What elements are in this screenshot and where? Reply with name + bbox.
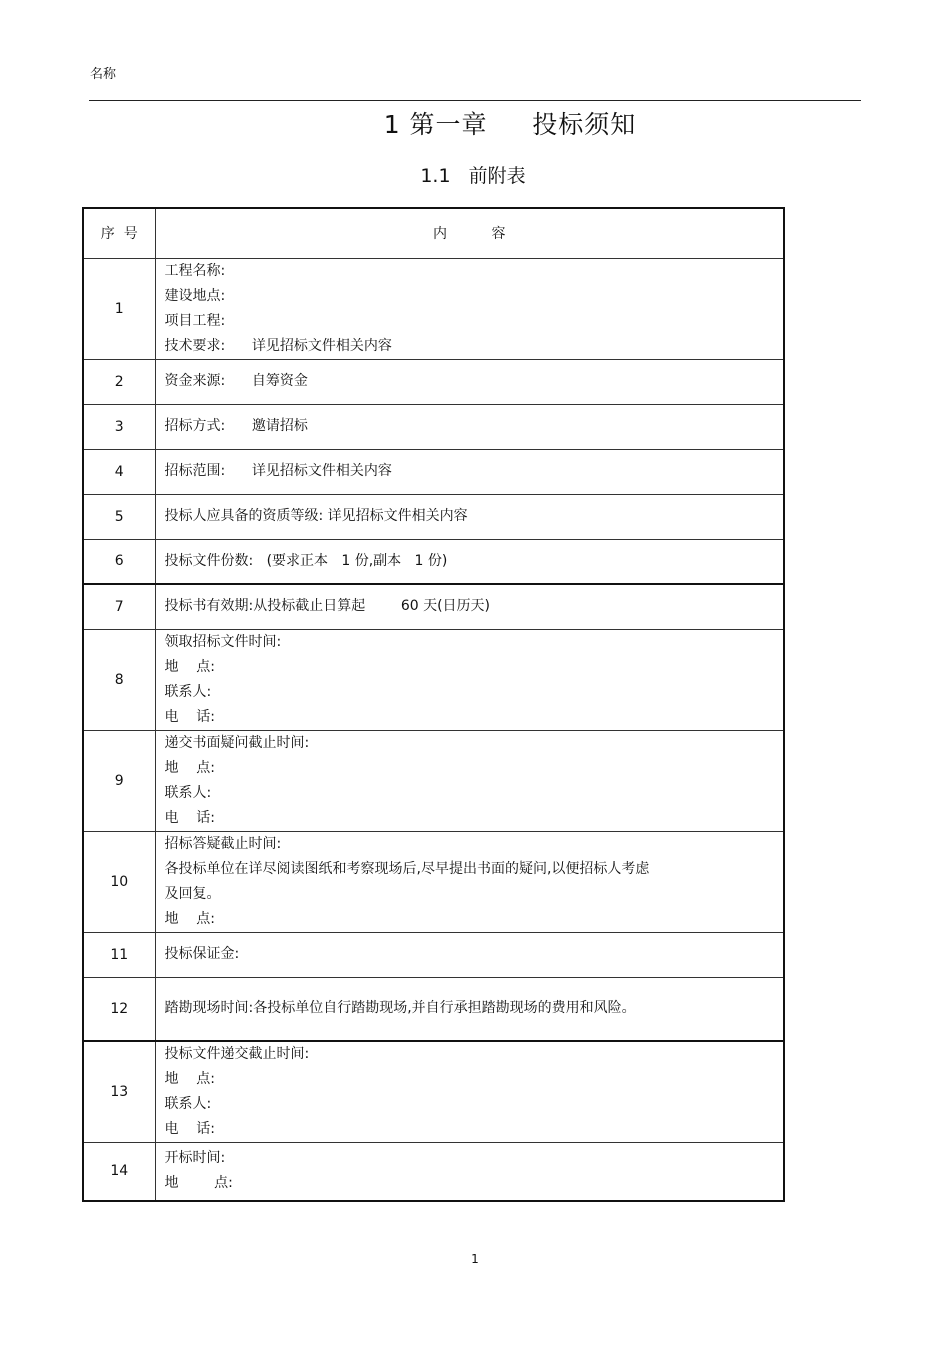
row-line: 地 点:: [164, 1175, 233, 1192]
table-row: [83, 584, 784, 629]
section-title: 1.1 前附表: [420, 165, 526, 187]
row-content: [155, 629, 784, 730]
table-row: [83, 977, 784, 1041]
row-number: 7: [83, 584, 155, 629]
row-line: 联系人:: [164, 683, 212, 700]
row-line: 建设地点:: [164, 287, 226, 304]
row-content: [155, 1041, 784, 1143]
row-line: 投标书有效期:从投标截止日算起 60 天(日历天): [164, 598, 491, 615]
row-line: 招标答疑截止时间:: [164, 835, 282, 852]
table-row: [83, 359, 784, 404]
header-cell-content: 内 容: [155, 208, 784, 258]
row-content: [155, 258, 784, 359]
row-line: 电 话:: [164, 1121, 216, 1137]
row-content: [155, 932, 784, 977]
row-line: 地 点:: [164, 1071, 216, 1087]
table-row: [83, 449, 784, 494]
table-row: [83, 730, 784, 831]
row-line: 资金来源: 自筹资金: [164, 373, 308, 389]
row-number: 8: [83, 629, 155, 730]
table-row: [83, 1143, 784, 1201]
row-line: 各投标单位在详尽阅读图纸和考察现场后,尽早提出书面的疑问,以便招标人考虑: [164, 860, 650, 877]
row-content: [155, 831, 784, 932]
row-line: 电 话:: [164, 708, 216, 725]
row-line: 递交书面疑问截止时间:: [164, 734, 310, 751]
row-content: [155, 977, 784, 1041]
row-line: 招标范围: 详见招标文件相关内容: [164, 463, 392, 479]
table-row: [83, 404, 784, 449]
row-content: [155, 404, 784, 449]
table-row: [83, 932, 784, 977]
row-line: 地 点:: [164, 658, 216, 675]
row-line: 联系人:: [164, 1096, 212, 1112]
row-number: 11: [83, 932, 155, 977]
row-content: [155, 539, 784, 584]
row-number: 13: [83, 1041, 155, 1143]
row-content: [155, 359, 784, 404]
row-number: 14: [83, 1143, 155, 1201]
row-number: 3: [83, 404, 155, 449]
row-line: 及回复。: [164, 885, 221, 902]
row-number: 2: [83, 359, 155, 404]
table-row: [83, 258, 784, 359]
row-line: 投标文件份数: (要求正本 1 份,副本 1 份): [164, 552, 448, 569]
row-number: 9: [83, 730, 155, 831]
row-content: [155, 584, 784, 629]
header-cell-no: 序 号: [83, 208, 155, 258]
table-row: [83, 629, 784, 730]
header-document-name: 名称: [90, 67, 117, 82]
row-line: 项目工程:: [164, 312, 226, 329]
table-row: [83, 494, 784, 539]
row-number: 5: [83, 494, 155, 539]
table-header-row: [83, 208, 784, 258]
row-number: 1: [83, 258, 155, 359]
row-number: 4: [83, 449, 155, 494]
row-line: 联系人:: [164, 784, 212, 801]
row-line: 地 点:: [164, 759, 216, 776]
table-row: [83, 831, 784, 932]
table-row: [83, 1041, 784, 1143]
row-content: [155, 1143, 784, 1201]
row-content: [155, 494, 784, 539]
row-line: 技术要求: 详见招标文件相关内容: [164, 337, 392, 354]
row-line: 领取招标文件时间:: [164, 633, 282, 650]
row-number: 6: [83, 539, 155, 584]
row-number: 12: [83, 977, 155, 1041]
row-line: 投标人应具备的资质等级: 详见招标文件相关内容: [164, 508, 468, 524]
row-line: 开标时间:: [164, 1150, 226, 1167]
header-rule: [89, 100, 861, 101]
row-line: 地 点:: [164, 910, 216, 927]
row-number: 10: [83, 831, 155, 932]
row-line: 踏勘现场时间:各投标单位自行踏勘现场,并自行承担踏勘现场的费用和风险。: [164, 1000, 636, 1017]
table-row: [83, 539, 784, 584]
row-line: 招标方式: 邀请招标: [164, 418, 308, 434]
row-line: 工程名称:: [164, 262, 226, 279]
row-line: 投标保证金:: [164, 946, 240, 962]
page-number: 1: [471, 1252, 479, 1266]
row-content: [155, 730, 784, 831]
row-content: [155, 449, 784, 494]
row-line: 投标文件递交截止时间:: [164, 1046, 310, 1062]
row-line: 电 话:: [164, 809, 216, 826]
chapter-title: 1 第一章 投标须知: [383, 110, 637, 139]
front-schedule-table: [82, 207, 785, 1202]
